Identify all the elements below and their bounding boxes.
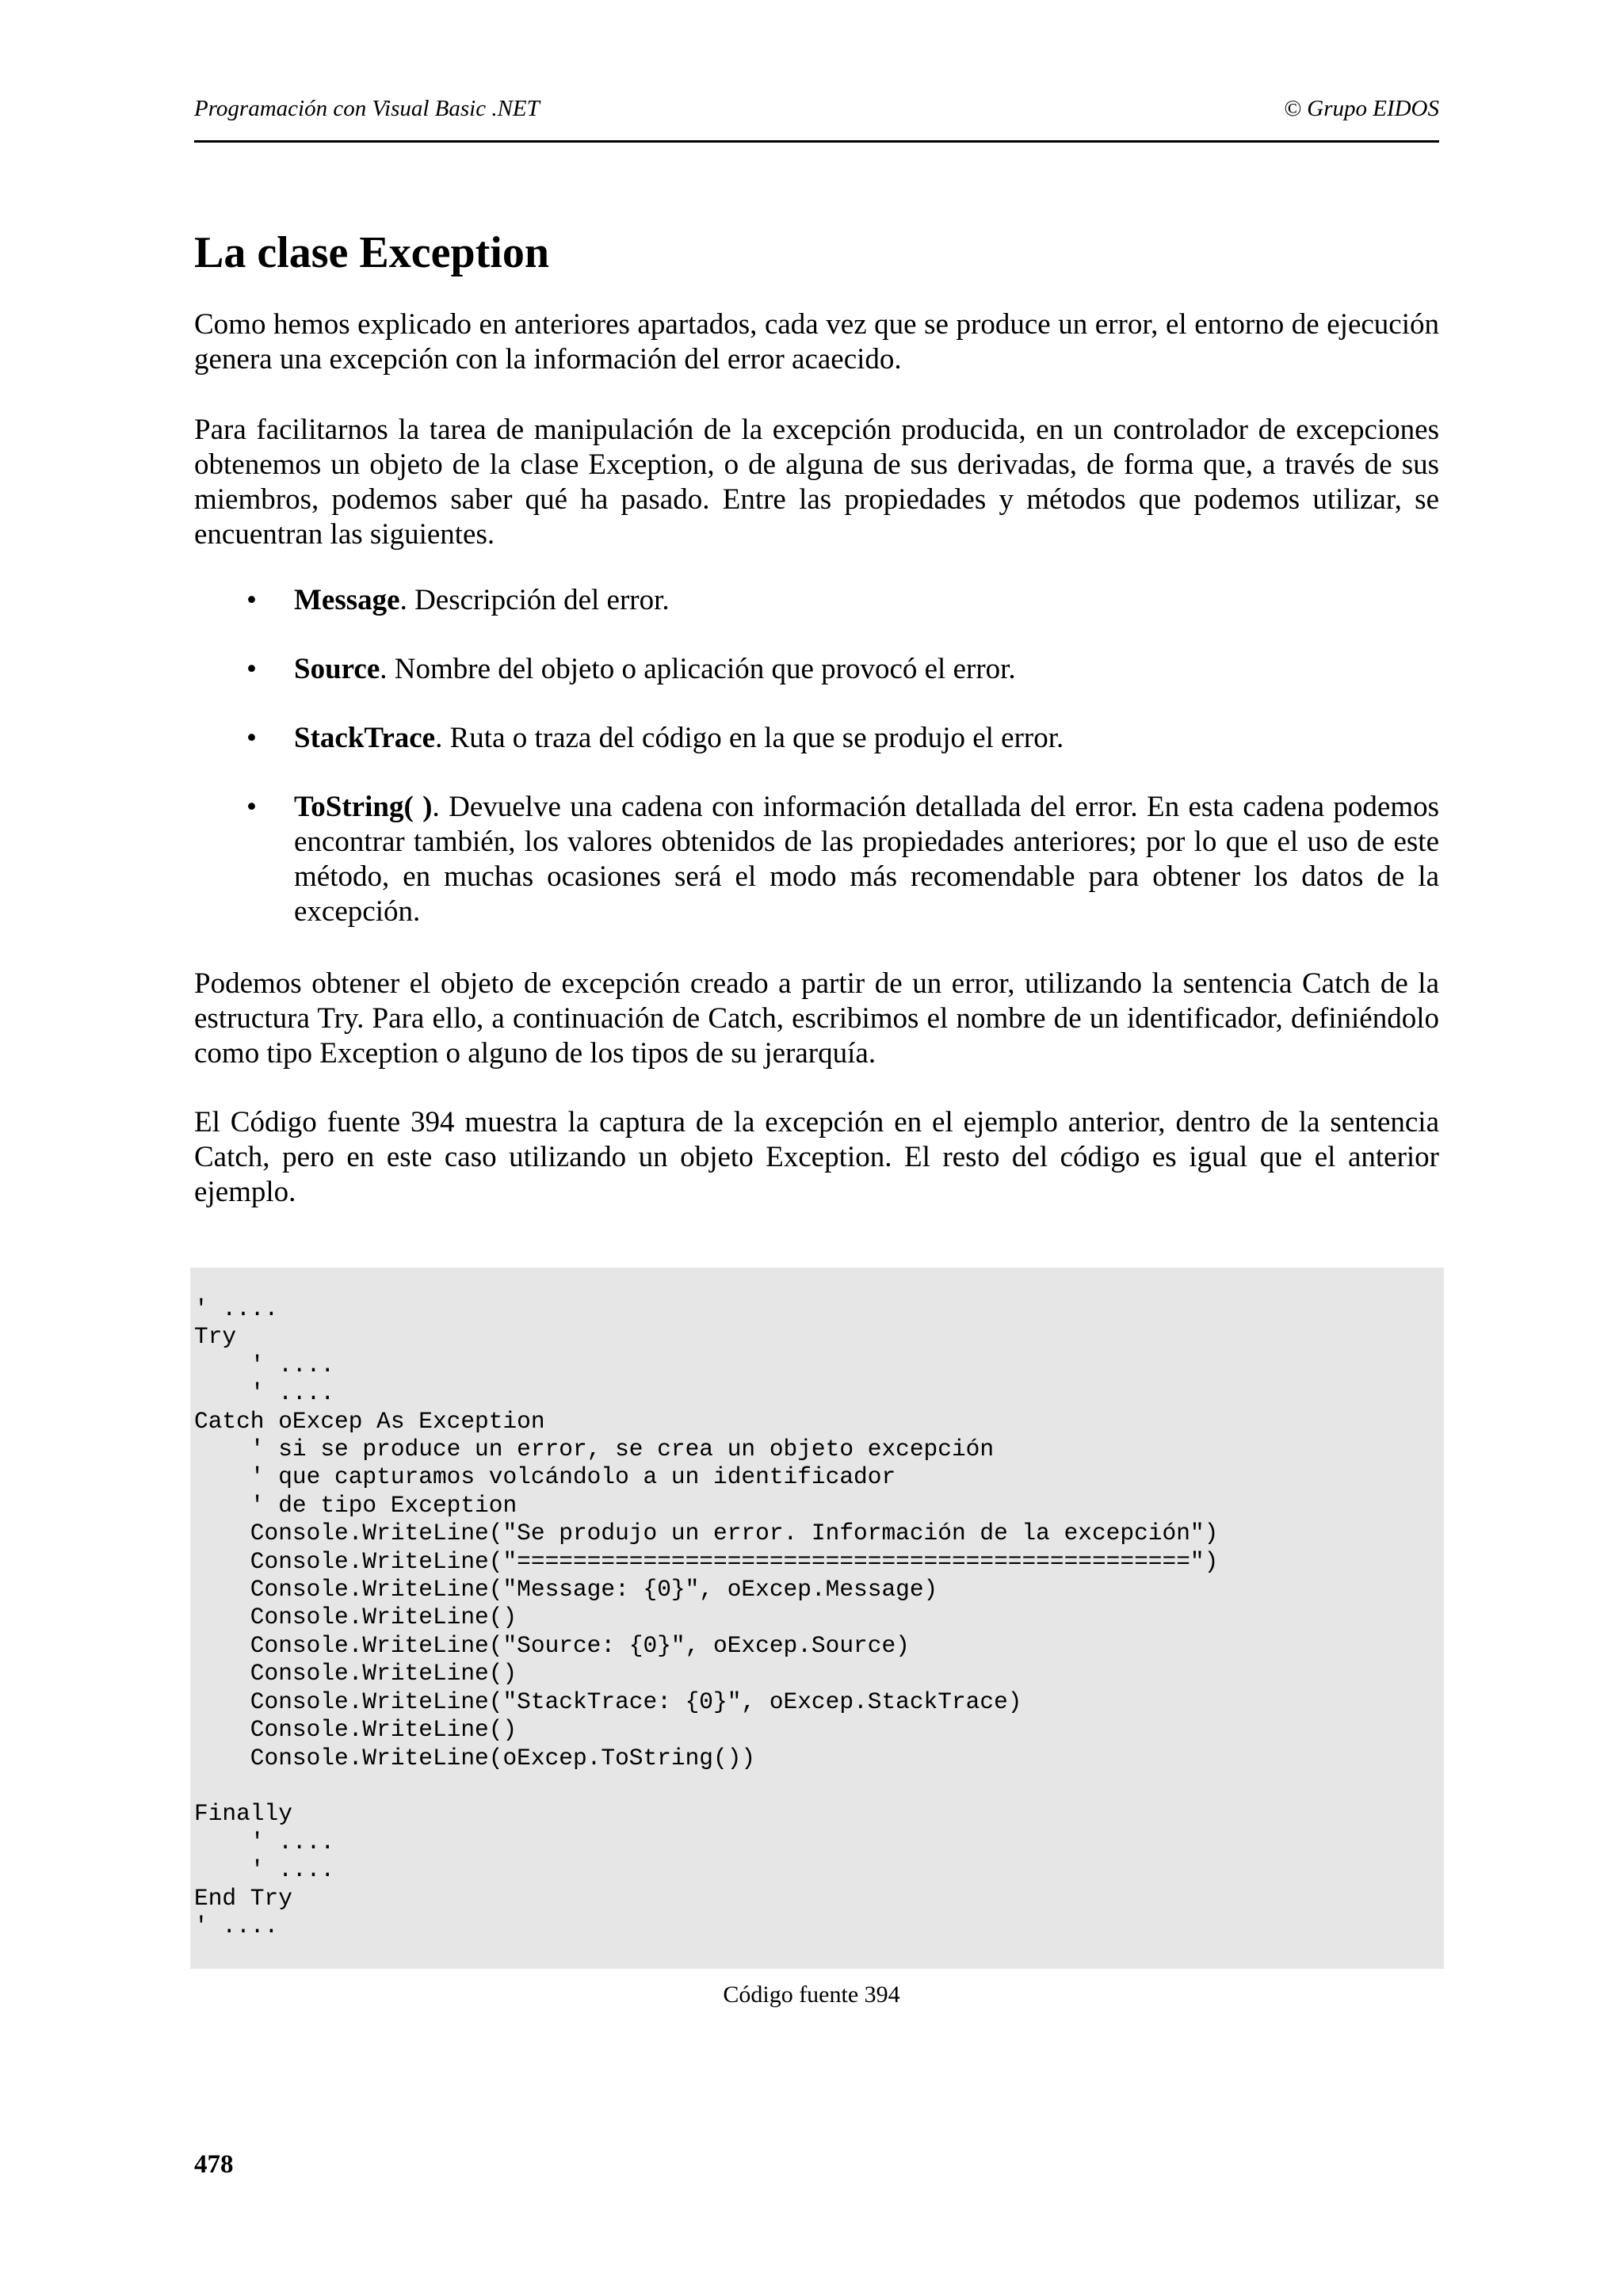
bullet-icon: • bbox=[246, 584, 257, 616]
desc-source: . Nombre del objeto o aplicación que provocó el error. bbox=[380, 653, 1016, 685]
term-stacktrace: StackTrace bbox=[294, 722, 436, 754]
paragraph-intro: Como hemos explicado en anteriores apartados, cada vez que se produce un error, el entorno de ejecución genera una excepción con la información del error acaecido. bbox=[194, 308, 1439, 376]
term-source: Source bbox=[294, 653, 380, 685]
paragraph-catch: Podemos obtener el objeto de excepción creado a partir de un error, utilizando la sentencia Catch de la estructura Try. Para ello, a continuación de Catch, escribimos el nombre de un identificador, definiéndolo como tipo Exception o alguno de los tipos de su jerarquía. bbox=[194, 967, 1439, 1070]
desc-stacktrace: . Ruta o traza del código en la que se produjo el error. bbox=[435, 722, 1064, 754]
code-caption: Código fuente 394 bbox=[723, 1981, 900, 2008]
bullet-icon: • bbox=[246, 653, 257, 685]
paragraph-code-intro: El Código fuente 394 muestra la captura de la excepción en el ejemplo anterior, dentro de la sentencia Catch, pero en este caso utilizando un objeto Exception. El resto del código es igual que el anterior ejemplo. bbox=[194, 1106, 1439, 1208]
header-book-title: Programación con Visual Basic .NET bbox=[194, 96, 540, 121]
paragraph-exception-object: Para facilitarnos la tarea de manipulación de la excepción producida, en un controlador de excepciones obtenemos un objeto de la clase Exception, o de alguna de sus derivadas, de forma que, a través de sus miembros, podemos saber qué ha pasado. Entre las propiedades y métodos que podemos utilizar, se encuentran las siguientes. bbox=[194, 414, 1439, 551]
header-publisher: © Grupo EIDOS bbox=[1283, 96, 1439, 121]
term-tostring: ToString( ) bbox=[294, 791, 433, 823]
desc-tostring: . Devuelve una cadena con información detallada del error. En esta cadena podemos encontrar también, los valores obtenidos de las propiedades anteriores; por lo que el uso de este método, en muchas ocasiones será el modo más recomendable para obtener los datos de la excepción. bbox=[294, 791, 1440, 928]
page-number: 478 bbox=[194, 2150, 234, 2179]
code-listing bbox=[190, 1268, 1444, 1969]
code-block: ' .... Try ' .... ' .... Catch oExcep As Exception ' si se produce un error, se crea un objeto excepción ' que capturamos volcándolo a un identificador ' de tipo Exception Console.WriteLine("Se produjo un error. Información de la excepción") Console.WriteLine("================================================") Console.WriteLine("Message: {0}", oExcep.Message) Console.WriteLine() Console.WriteLine("Source: {0}", oExcep.Source) Console.WriteLine() Console.WriteLine("StackTrace: {0}", oExcep.StackTrace) Console.WriteLine() Console.WriteLine(oExcep.ToString()) Finally ' .... ' .... End Try ' .... bbox=[194, 1295, 1219, 1939]
running-header bbox=[194, 96, 1439, 143]
bullet-icon: • bbox=[246, 791, 257, 823]
desc-message: . Descripción del error. bbox=[399, 584, 670, 616]
term-message: Message bbox=[294, 584, 400, 616]
bullet-icon: • bbox=[246, 722, 257, 754]
section-title: La clase Exception bbox=[194, 228, 549, 277]
